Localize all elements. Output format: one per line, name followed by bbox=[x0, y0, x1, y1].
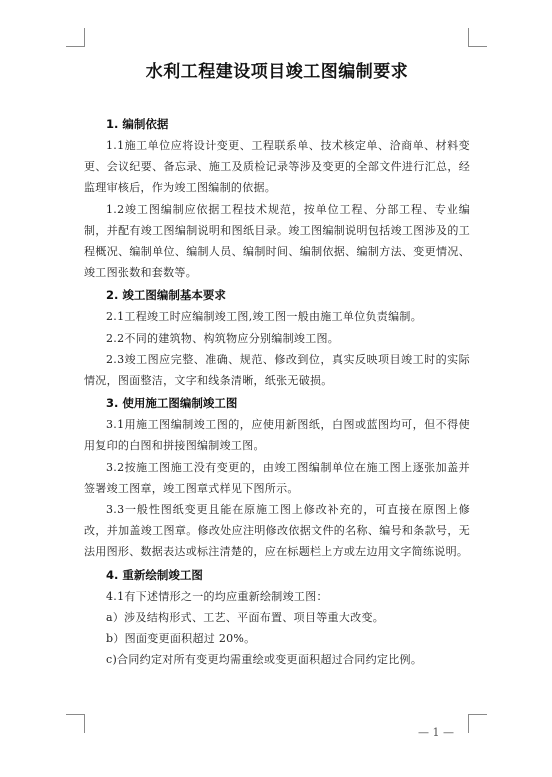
page-number: — 1 — bbox=[418, 726, 454, 739]
document-title: 水利工程建设项目竣工图编制要求 bbox=[145, 62, 409, 82]
crop-mark-top-left bbox=[66, 28, 85, 47]
list-item: b）图面变更面积超过 20%。 bbox=[106, 632, 256, 646]
crop-mark-bottom-left bbox=[66, 714, 85, 733]
paragraph: 3.2按施工图施工没有变更的，由竣工图编制单位在施工图上逐张加盖并签署竣工图章，竣工图章式样见下图所示。 bbox=[84, 460, 470, 495]
paragraph: 4.1有下述情形之一的均应重新绘制竣工图： bbox=[106, 589, 328, 603]
section-basic-requirements bbox=[84, 285, 470, 391]
section-use-construction-drawings bbox=[84, 393, 470, 562]
paragraph: 3.3一般性图纸变更且能在原施工图上修改补充的，可直接在原图上修改，并加盖竣工图章。修改处应注明修改依据文件的名称、编号和条款号，无法用图形、数据表达或标注清楚的，应在标题栏上方或左边用文字简练说明。 bbox=[84, 503, 470, 559]
list-item: a）涉及结构形式、工艺、平面布置、项目等重大改变。 bbox=[106, 610, 385, 624]
paragraph: 2.2不同的建筑物、构筑物应分别编制竣工图。 bbox=[106, 331, 340, 345]
section-heading: 2. 竣工图编制基本要求 bbox=[106, 288, 226, 303]
crop-mark-bottom-right bbox=[468, 714, 487, 733]
section-heading: 3. 使用施工图编制竣工图 bbox=[106, 396, 238, 411]
paragraph: 1.1施工单位应将设计变更、工程联系单、技术核定单、洽商单、材料变更、会议纪要、备忘录、施工及质检记录等涉及变更的全部文件进行汇总，经监理审核后，作为竣工图编制的依据。 bbox=[84, 139, 470, 195]
list-item: c)合同约定对所有变更均需重绘或变更面积超过合同约定比例。 bbox=[106, 653, 423, 667]
section-heading: 1. 编制依据 bbox=[106, 117, 169, 131]
paragraph: 1.2竣工图编制应依据工程技术规范，按单位工程、分部工程、专业编制，并配有竣工图编制说明和图纸目录。竣工图编制说明包括竣工图涉及的工程概况、编制单位、编制人员、编制时间、编制依据、编制方法、变更情况、竣工图张数和套数等。 bbox=[84, 202, 470, 280]
paragraph: 3.1用施工图编制竣工图的，应使用新图纸，白图或蓝图均可，但不得使用复印的白图和拼接图编制竣工图。 bbox=[84, 418, 470, 453]
section-basis bbox=[84, 114, 470, 283]
paragraph: 2.1工程竣工时应编制竣工图,竣工图一般由施工单位负责编制。 bbox=[106, 310, 422, 324]
crop-mark-top-right bbox=[468, 28, 487, 47]
document-body bbox=[84, 60, 470, 672]
paragraph: 2.3竣工图应完整、准确、规范、修改到位，真实反映项目竣工时的实际情况，图面整洁，文字和线条清晰，纸张无破损。 bbox=[84, 352, 470, 388]
section-redraw bbox=[84, 565, 470, 671]
section-heading: 4. 重新绘制竣工图 bbox=[106, 567, 203, 582]
